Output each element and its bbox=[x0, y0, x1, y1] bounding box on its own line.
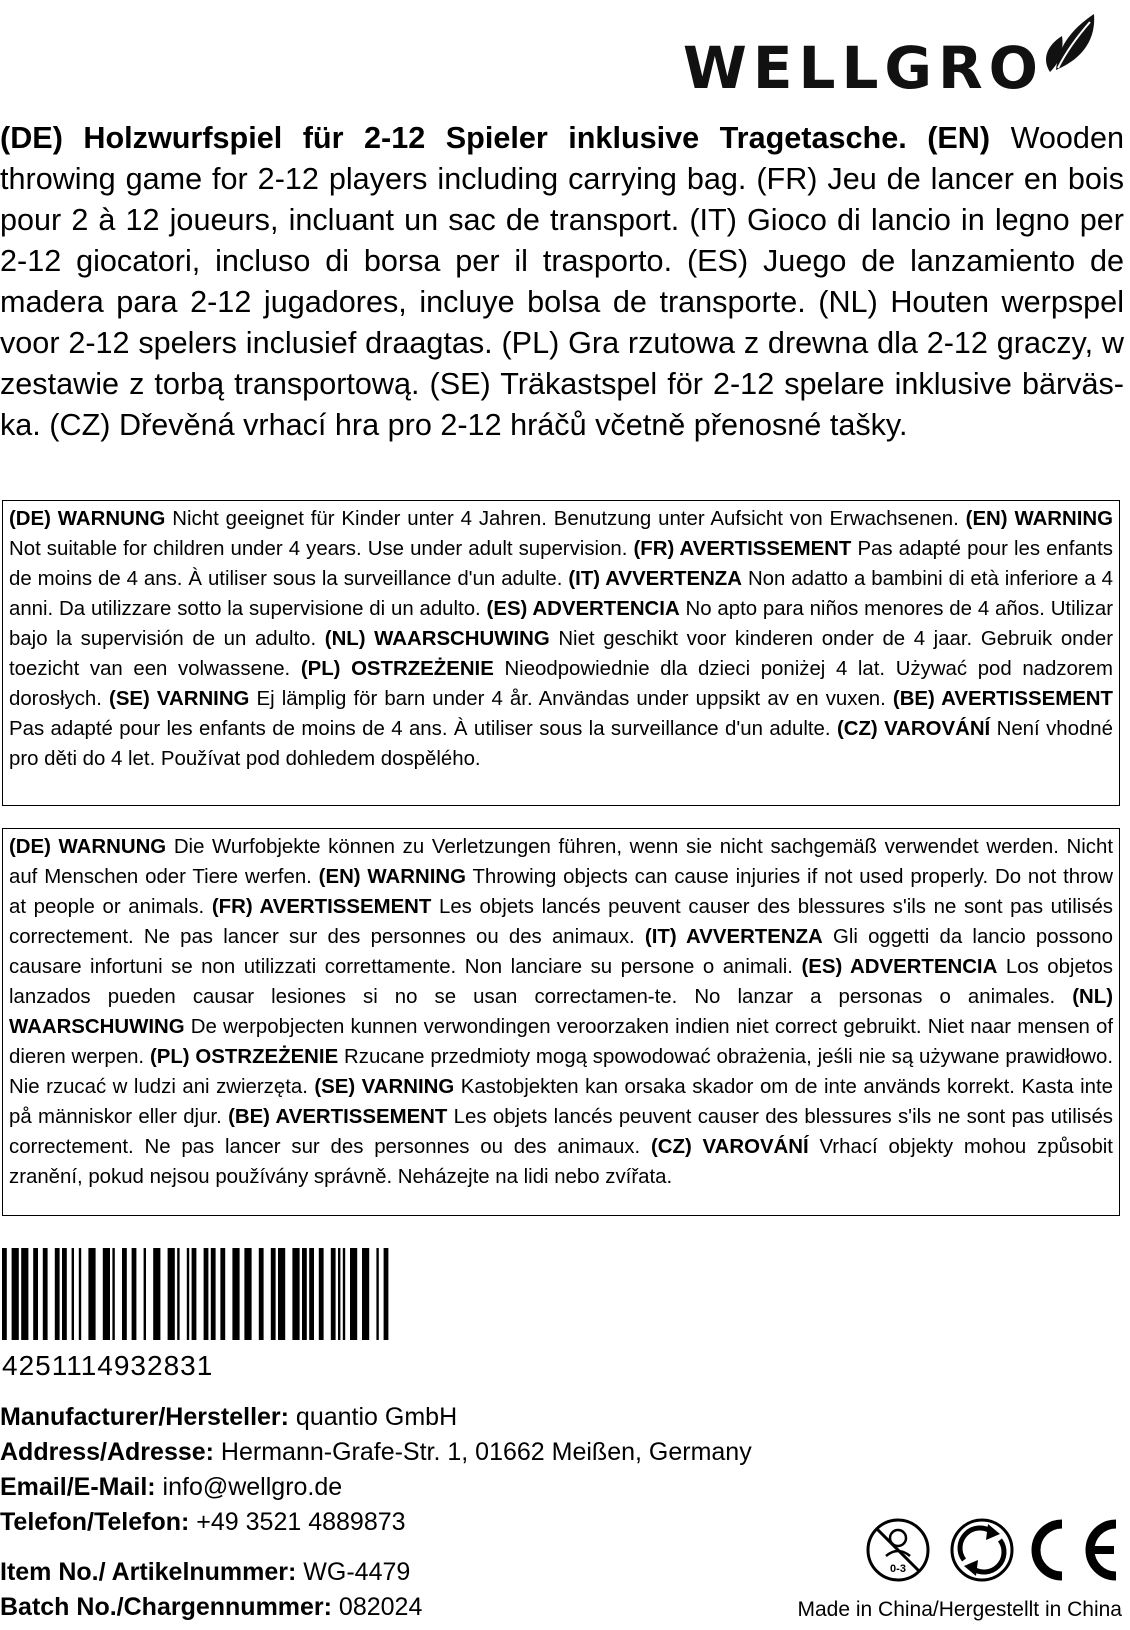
description-body: Wooden throwing game for 2-12 players including carrying bag. (FR) Jeu de lancer en bois pour 2 à 12 joueurs, incluant un sac de transport. (IT) Gioco di lancio in legno per 2-12 giocatori, incluso di borsa per il trasporto. (ES) Juego de lanzamiento de madera para 2-12 jugadores, incluye bolsa de transporte. (NL) Houten werpspel voor 2-12 spelers inclusief draagtas. (PL) Gra rzutowa z drewna dla 2-12 graczy, w zestawie z torbą transportową. (SE) Träkastspel för 2-12 spelare inklusive bärväs-ka. (CZ) Dřevěná vrhací hra pro 2-12 hráčů včetně přenosné tašky. bbox=[0, 121, 1124, 442]
warning-label: (DE) WARNUNG bbox=[9, 836, 167, 858]
warning-text: Not suitable for children under 4 years. Use under adult supervision. bbox=[9, 538, 634, 560]
barcode-bar bbox=[302, 1248, 307, 1340]
warning-label: (IT) AVVERTENZA bbox=[568, 568, 742, 590]
barcode-bar bbox=[112, 1248, 114, 1340]
leaf-icon bbox=[1036, 8, 1106, 78]
barcode-bar bbox=[220, 1248, 225, 1340]
warning-text: Nicht geeignet für Kinder unter 4 Jahren. Benutzung unter Aufsicht von Erwachsenen. bbox=[165, 508, 966, 530]
warning-text: De werpobjecten kunnen verwondingen veroorzaken indien niet correct gebruikt. Niet naar mensen of dieren werpen. bbox=[9, 1016, 1113, 1068]
barcode-bar bbox=[232, 1248, 239, 1340]
warning-label: (FR) AVERTISSEMENT bbox=[633, 538, 852, 560]
barcode-bar bbox=[2, 1248, 7, 1340]
warning-label: (EN) WARNING bbox=[965, 508, 1113, 530]
warning-label: (CZ) VAROVÁNÍ bbox=[836, 718, 991, 740]
barcode-bar bbox=[144, 1248, 146, 1340]
warning-text: Pas adapté pour les enfants de moins de 4 ans. À utiliser sous la surveillance d'un adulte. bbox=[9, 538, 1114, 590]
not-for-under-3-icon bbox=[868, 1520, 928, 1580]
item-number-row bbox=[0, 1555, 422, 1590]
barcode-bar bbox=[309, 1248, 314, 1340]
info-value: WG-4479 bbox=[296, 1558, 411, 1586]
barcode-bar bbox=[292, 1248, 299, 1340]
barcode-bar bbox=[376, 1248, 378, 1340]
origin-label: Made in China/Hergestellt in China bbox=[797, 1598, 1122, 1621]
ce-mark-icon bbox=[1036, 1524, 1116, 1576]
warning-text: Kastobjekten kan orsaka skador om de inte används korrekt. Kasta inte på människor eller djur. bbox=[9, 1076, 1113, 1128]
barcode-bar bbox=[259, 1248, 264, 1340]
info-value: quantio GmbH bbox=[288, 1403, 458, 1431]
barcode-bar bbox=[43, 1248, 48, 1340]
batch-number-row bbox=[0, 1590, 422, 1625]
info-label: Telefon/Telefon: bbox=[0, 1508, 190, 1536]
warning-text: Gli oggetti da lancio possono causare infortuni se non utilizzati correttamente. Non lanciare su persone o animali. bbox=[9, 926, 1113, 978]
warning-label: (FR) AVERTISSEMENT bbox=[211, 896, 432, 918]
warning-label: (BE) AVERTISSEMENT bbox=[228, 1106, 448, 1128]
barcode-bar bbox=[33, 1248, 38, 1340]
warning-text: Rzucane przedmioty mogą spowodować obrażenia, jeśli nie są używane prawidłowo. Nie rzucać w ludzi ani zwierzęta. bbox=[9, 1046, 1114, 1098]
email-row bbox=[0, 1470, 752, 1505]
info-label: Manufacturer/Hersteller: bbox=[0, 1403, 289, 1431]
barcode-bar bbox=[244, 1248, 251, 1340]
barcode-number: 4251114932831 bbox=[2, 1350, 214, 1381]
warning-label: (SE) VARNING bbox=[109, 688, 250, 710]
barcode-bar bbox=[72, 1248, 74, 1340]
warning-label: (PL) OSTRZEŻENIE bbox=[300, 658, 494, 680]
manufacturer-row bbox=[0, 1400, 752, 1435]
barcode-bar bbox=[271, 1248, 276, 1340]
barcode-bar bbox=[362, 1248, 369, 1340]
info-label: Address/Adresse: bbox=[0, 1438, 214, 1466]
manufacturer-info bbox=[0, 1400, 752, 1540]
info-label: Item No./ Artikelnummer: bbox=[0, 1558, 297, 1586]
warning-label: (NL) WAARSCHUWING bbox=[9, 986, 1113, 1038]
address-row bbox=[0, 1435, 752, 1470]
brand-name: WELLGRO bbox=[682, 34, 1044, 102]
barcode-bar bbox=[88, 1248, 95, 1340]
barcode-bar bbox=[204, 1248, 209, 1340]
brand-logo bbox=[682, 8, 1106, 102]
barcode-bar bbox=[122, 1248, 127, 1340]
barcode-bar bbox=[187, 1248, 189, 1340]
barcode-bar bbox=[319, 1248, 324, 1340]
barcode bbox=[0, 1248, 480, 1340]
product-description bbox=[0, 118, 1124, 446]
phone-row bbox=[0, 1505, 752, 1540]
barcode-bar bbox=[177, 1248, 179, 1340]
warning-label: (CZ) VAROVÁNÍ bbox=[650, 1136, 809, 1158]
info-value: +49 3521 4889873 bbox=[189, 1508, 406, 1536]
warning-label: (EN) WARNING bbox=[318, 866, 466, 888]
warning-text: Les objets lancés peuvent causer des blessures s'ils ne sont pas utilisés correctement. Ne pas lancer sur des personnes ou des animaux. bbox=[9, 896, 1113, 948]
warning-text: Die Wurfobjekte können zu Verletzungen führen, wenn sie nicht sachgemäß verwendet werden. Nicht auf Menschen oder Tiere werfen. bbox=[9, 836, 1113, 888]
warning-label: (SE) VARNING bbox=[314, 1076, 455, 1098]
age-badge: 0-3 bbox=[890, 1563, 906, 1575]
warning-label: (NL) WAARSCHUWING bbox=[324, 628, 550, 650]
warning-text: Throwing objects can cause injuries if not used properly. Do not throw at people or animals. bbox=[9, 866, 1113, 918]
barcode-bar bbox=[79, 1248, 81, 1340]
info-value: info@wellgro.de bbox=[155, 1473, 343, 1501]
warning-text: Pas adapté pour les enfants de moins de 4 ans. À utiliser sous la surveillance d'un adulte. bbox=[9, 718, 837, 740]
warning-text: Vrhací objekty mohou způsobit zranění, pokud nejsou používány správně. Neházejte na lidi nebo zvířata. bbox=[9, 1136, 1113, 1188]
warning-text: Los objetos lanzados pueden causar lesiones si no se usan correctamen-te. No lanzar a personas o animales. bbox=[9, 956, 1113, 1008]
barcode-bar bbox=[384, 1248, 389, 1340]
barcode-bar bbox=[168, 1248, 175, 1340]
age-warning-box bbox=[2, 500, 1120, 806]
barcode-bar bbox=[103, 1248, 110, 1340]
description-lead: (DE) Holzwurfspiel für 2-12 Spieler inklusive Tragetasche. (EN) bbox=[0, 121, 991, 155]
barcode-bar bbox=[12, 1248, 19, 1340]
item-info bbox=[0, 1555, 422, 1625]
warning-text: Není vhodné pro děti do 4 let. Používat pod dohledem dospělého. bbox=[9, 718, 1113, 770]
barcode-bar bbox=[338, 1248, 340, 1340]
barcode-bar bbox=[153, 1248, 160, 1340]
warning-text: Les objets lancés peuvent causer des blessures s'ils ne sont pas utilisés correctement. Ne pas lancer sur des personnes ou des animaux. bbox=[9, 1106, 1113, 1158]
compliance-icons bbox=[864, 1514, 1124, 1590]
warning-text: Niet geschikt voor kinderen onder de 4 jaar. Gebruik onder toezicht van een volwassene. bbox=[9, 628, 1113, 680]
info-label: Batch No./Chargennummer: bbox=[0, 1593, 332, 1621]
throwing-warning-box bbox=[2, 828, 1120, 1216]
warning-label: (BE) AVERTISSEMENT bbox=[892, 688, 1113, 710]
barcode-bar bbox=[21, 1248, 28, 1340]
warning-text: Ej lämplig för barn under 4 år. Användas under uppsikt av en vuxen. bbox=[249, 688, 893, 710]
barcode-bar bbox=[211, 1248, 216, 1340]
info-value: 082024 bbox=[331, 1593, 423, 1621]
barcode-bar bbox=[331, 1248, 336, 1340]
barcode-bar bbox=[343, 1248, 345, 1340]
warning-label: (ES) ADVERTENCIA bbox=[486, 598, 680, 620]
recycling-icon bbox=[952, 1520, 1012, 1580]
warning-label: (PL) OSTRZEŻENIE bbox=[149, 1046, 339, 1068]
barcode-bar bbox=[192, 1248, 197, 1340]
warning-label: (DE) WARNUNG bbox=[9, 508, 166, 530]
warning-text: Non adatto a bambini di età inferiore a 4 anni. Da utilizzare sotto la supervisione di un adulto. bbox=[9, 568, 1113, 620]
warning-label: (ES) ADVERTENCIA bbox=[801, 956, 998, 978]
info-label: Email/E-Mail: bbox=[0, 1473, 156, 1501]
info-value: Hermann-Grafe-Str. 1, 01662 Meißen, Germany bbox=[213, 1438, 752, 1466]
warning-text: Nieodpowiednie dla dzieci poniżej 4 lat. Używać pod nadzorem dorosłych. bbox=[9, 658, 1113, 710]
barcode-bar bbox=[350, 1248, 357, 1340]
barcode-bar bbox=[278, 1248, 285, 1340]
barcode-bar bbox=[62, 1248, 67, 1340]
warning-text: No apto para niños menores de 4 años. Utilizar bajo la supervisión de un adulto. bbox=[9, 598, 1114, 650]
warning-label: (IT) AVVERTENZA bbox=[644, 926, 823, 948]
barcode-bar bbox=[132, 1248, 137, 1340]
barcode-bar bbox=[55, 1248, 60, 1340]
